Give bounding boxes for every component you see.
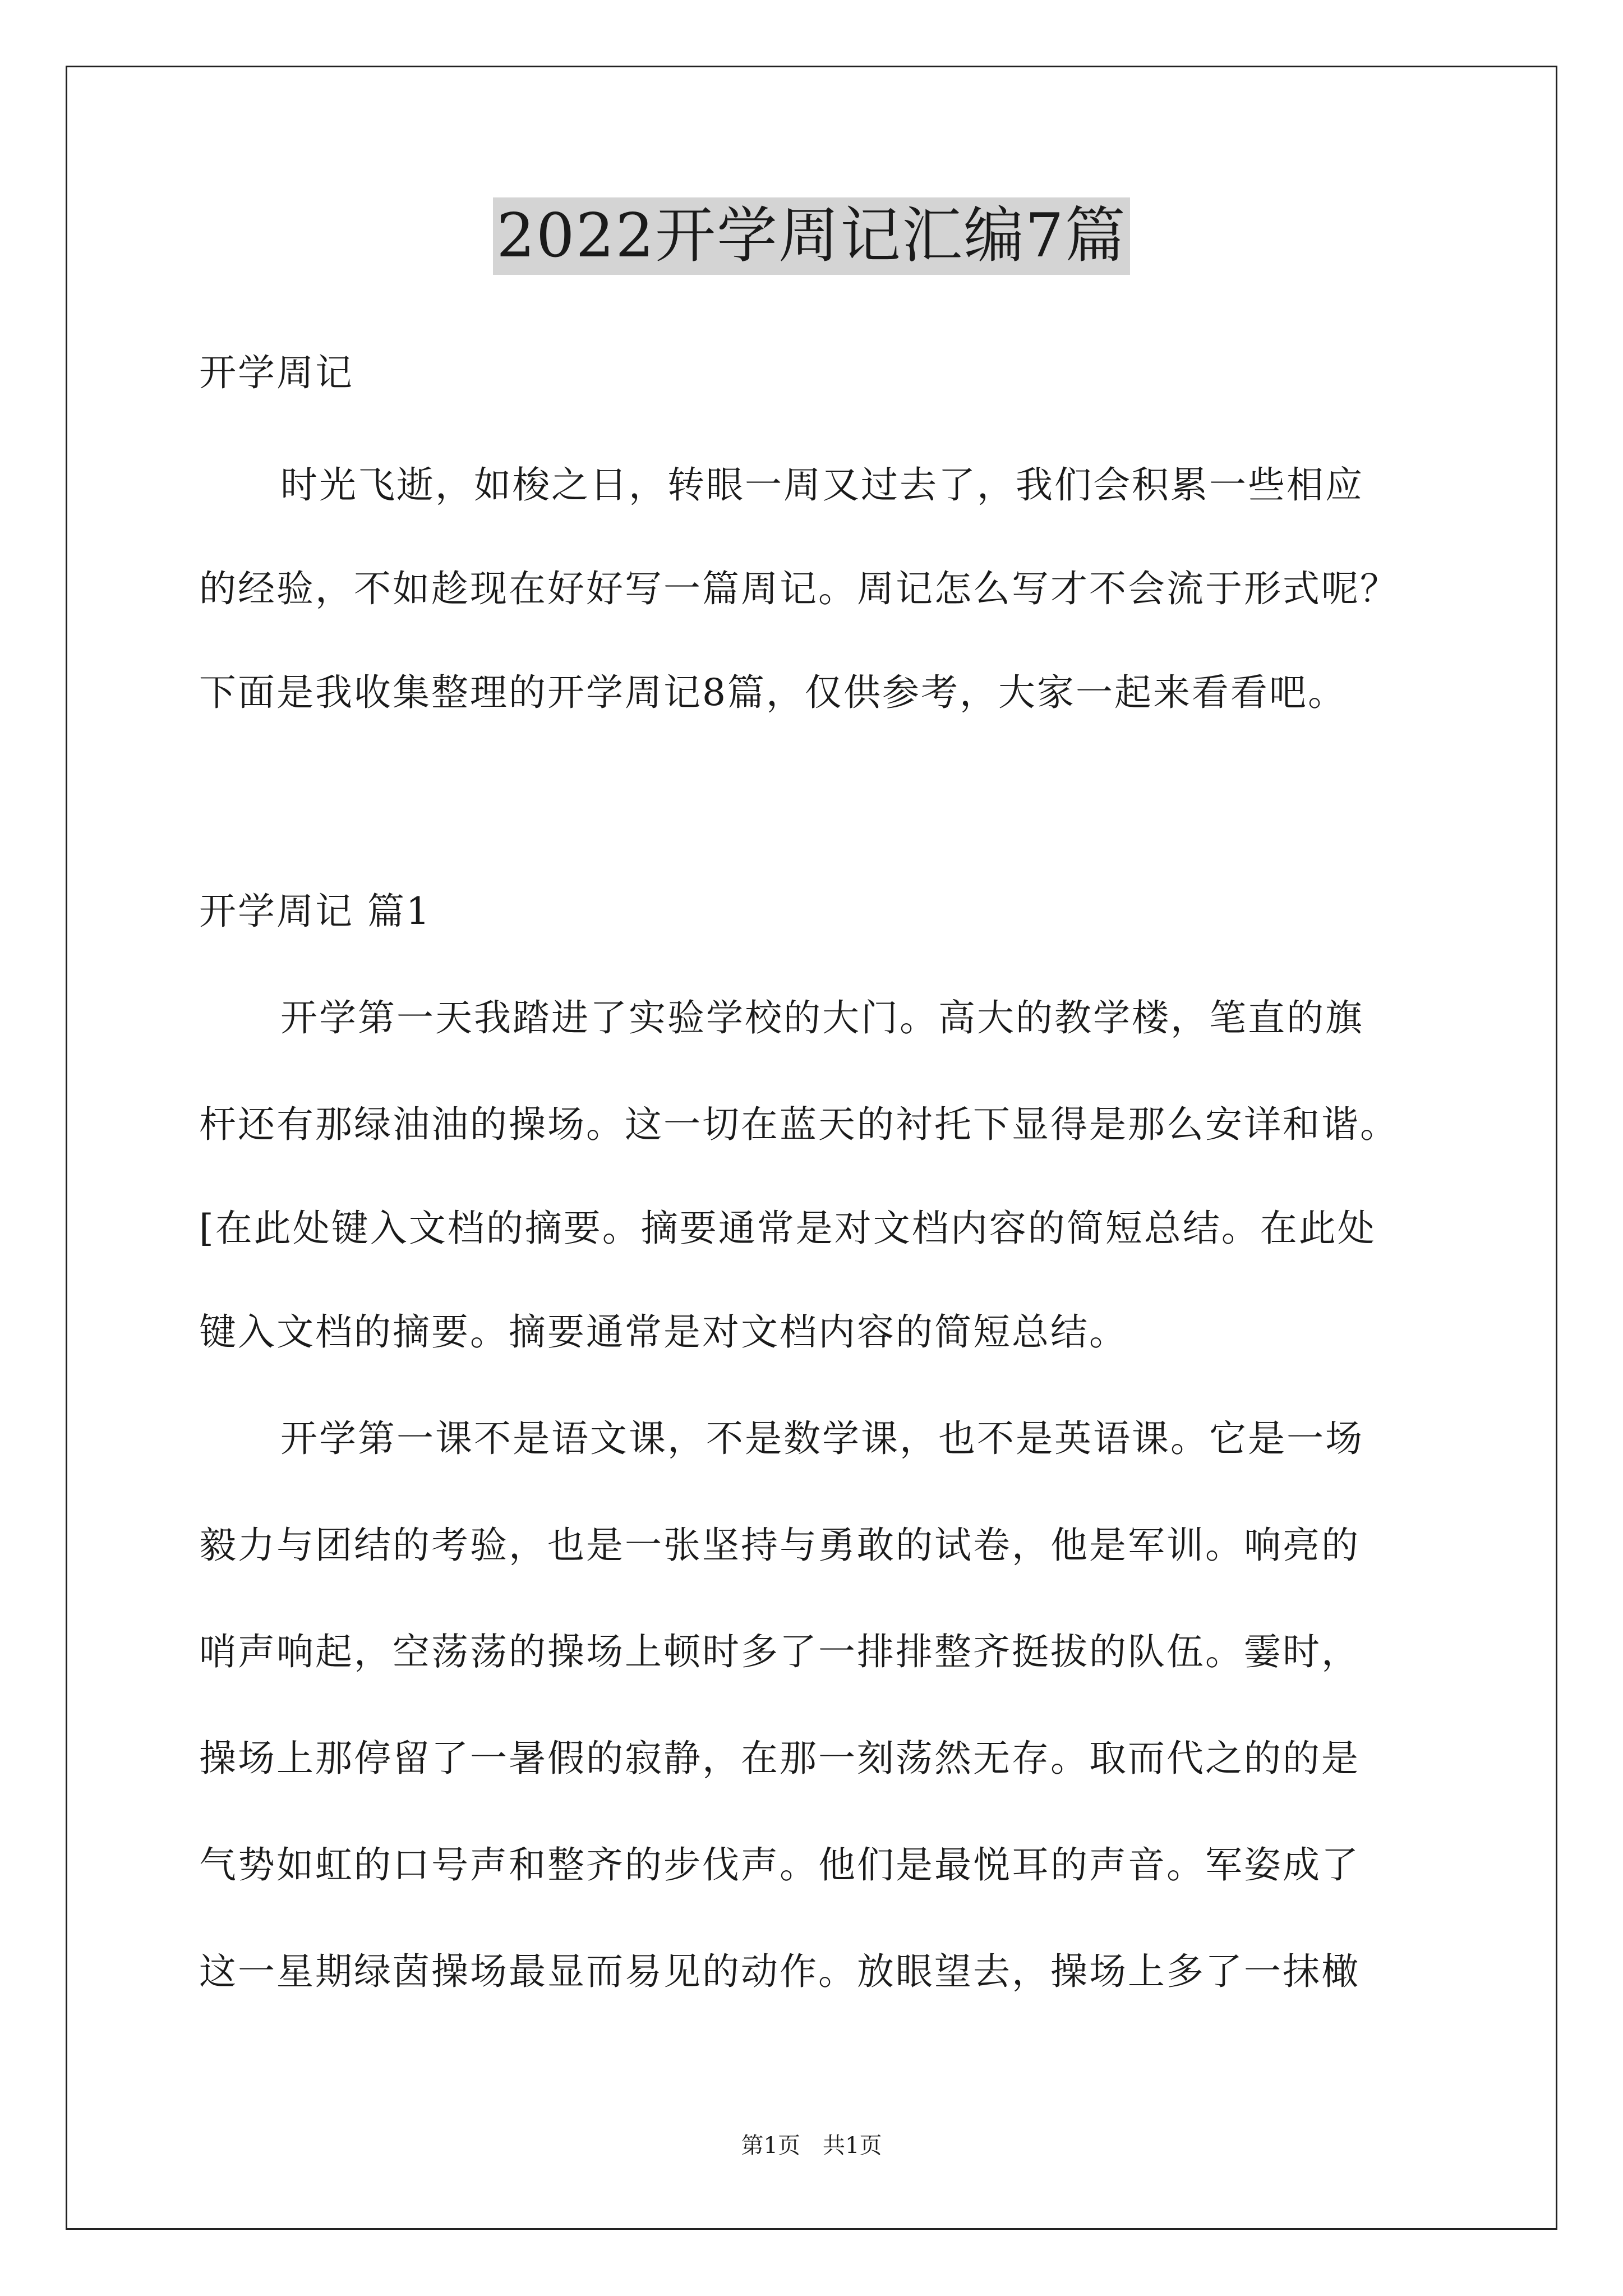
title-block — [0, 197, 1623, 275]
paragraph-line: 时光飞逝，如梭之日，转眼一周又过去了，我们会积累一些相应 — [280, 463, 1364, 507]
paragraph-line: 的经验，不如趁现在好好写一篇周记。周记怎么写才不会流于形式呢？ — [199, 567, 1399, 610]
section-heading: 开学周记 — [199, 351, 354, 394]
page-footer: 第1页 共1页 — [741, 2133, 882, 2159]
paragraph-line: 哨声响起，空荡荡的操场上顿时多了一排排整齐挺拔的队伍。霎时， — [199, 1630, 1360, 1673]
paragraph-line: 这一星期绿茵操场最显而易见的动作。放眼望去，操场上多了一抹橄 — [199, 1950, 1360, 1993]
paragraph-line: 气势如虹的口号声和整齐的步伐声。他们是最悦耳的声音。军姿成了 — [199, 1843, 1360, 1887]
section-heading: 开学周记 篇1 — [199, 890, 431, 933]
paragraph-line: 下面是我收集整理的开学周记8篇，仅供参考，大家一起来看看吧。 — [199, 671, 1347, 714]
document-title: 2022开学周记汇编7篇 — [493, 197, 1130, 275]
paragraph-line: 开学第一课不是语文课，不是数学课，也不是英语课。它是一场 — [280, 1417, 1364, 1460]
paragraph-line: 开学第一天我踏进了实验学校的大门。高大的教学楼，笔直的旗 — [280, 996, 1364, 1039]
paragraph-line: 键入文档的摘要。摘要通常是对文档内容的简短总结。 — [199, 1310, 1128, 1354]
paragraph-line: 杆还有那绿油油的操场。这一切在蓝天的衬托下显得是那么安详和谐。 — [199, 1103, 1399, 1146]
paragraph-line: 操场上那停留了一暑假的寂静，在那一刻荡然无存。取而代之的的是 — [199, 1737, 1360, 1780]
paragraph-line: [在此处键入文档的摘要。摘要通常是对文档内容的简短总结。在此处 — [199, 1207, 1376, 1250]
paragraph-line: 毅力与团结的考验，也是一张坚持与勇敢的试卷，他是军训。响亮的 — [199, 1524, 1360, 1567]
